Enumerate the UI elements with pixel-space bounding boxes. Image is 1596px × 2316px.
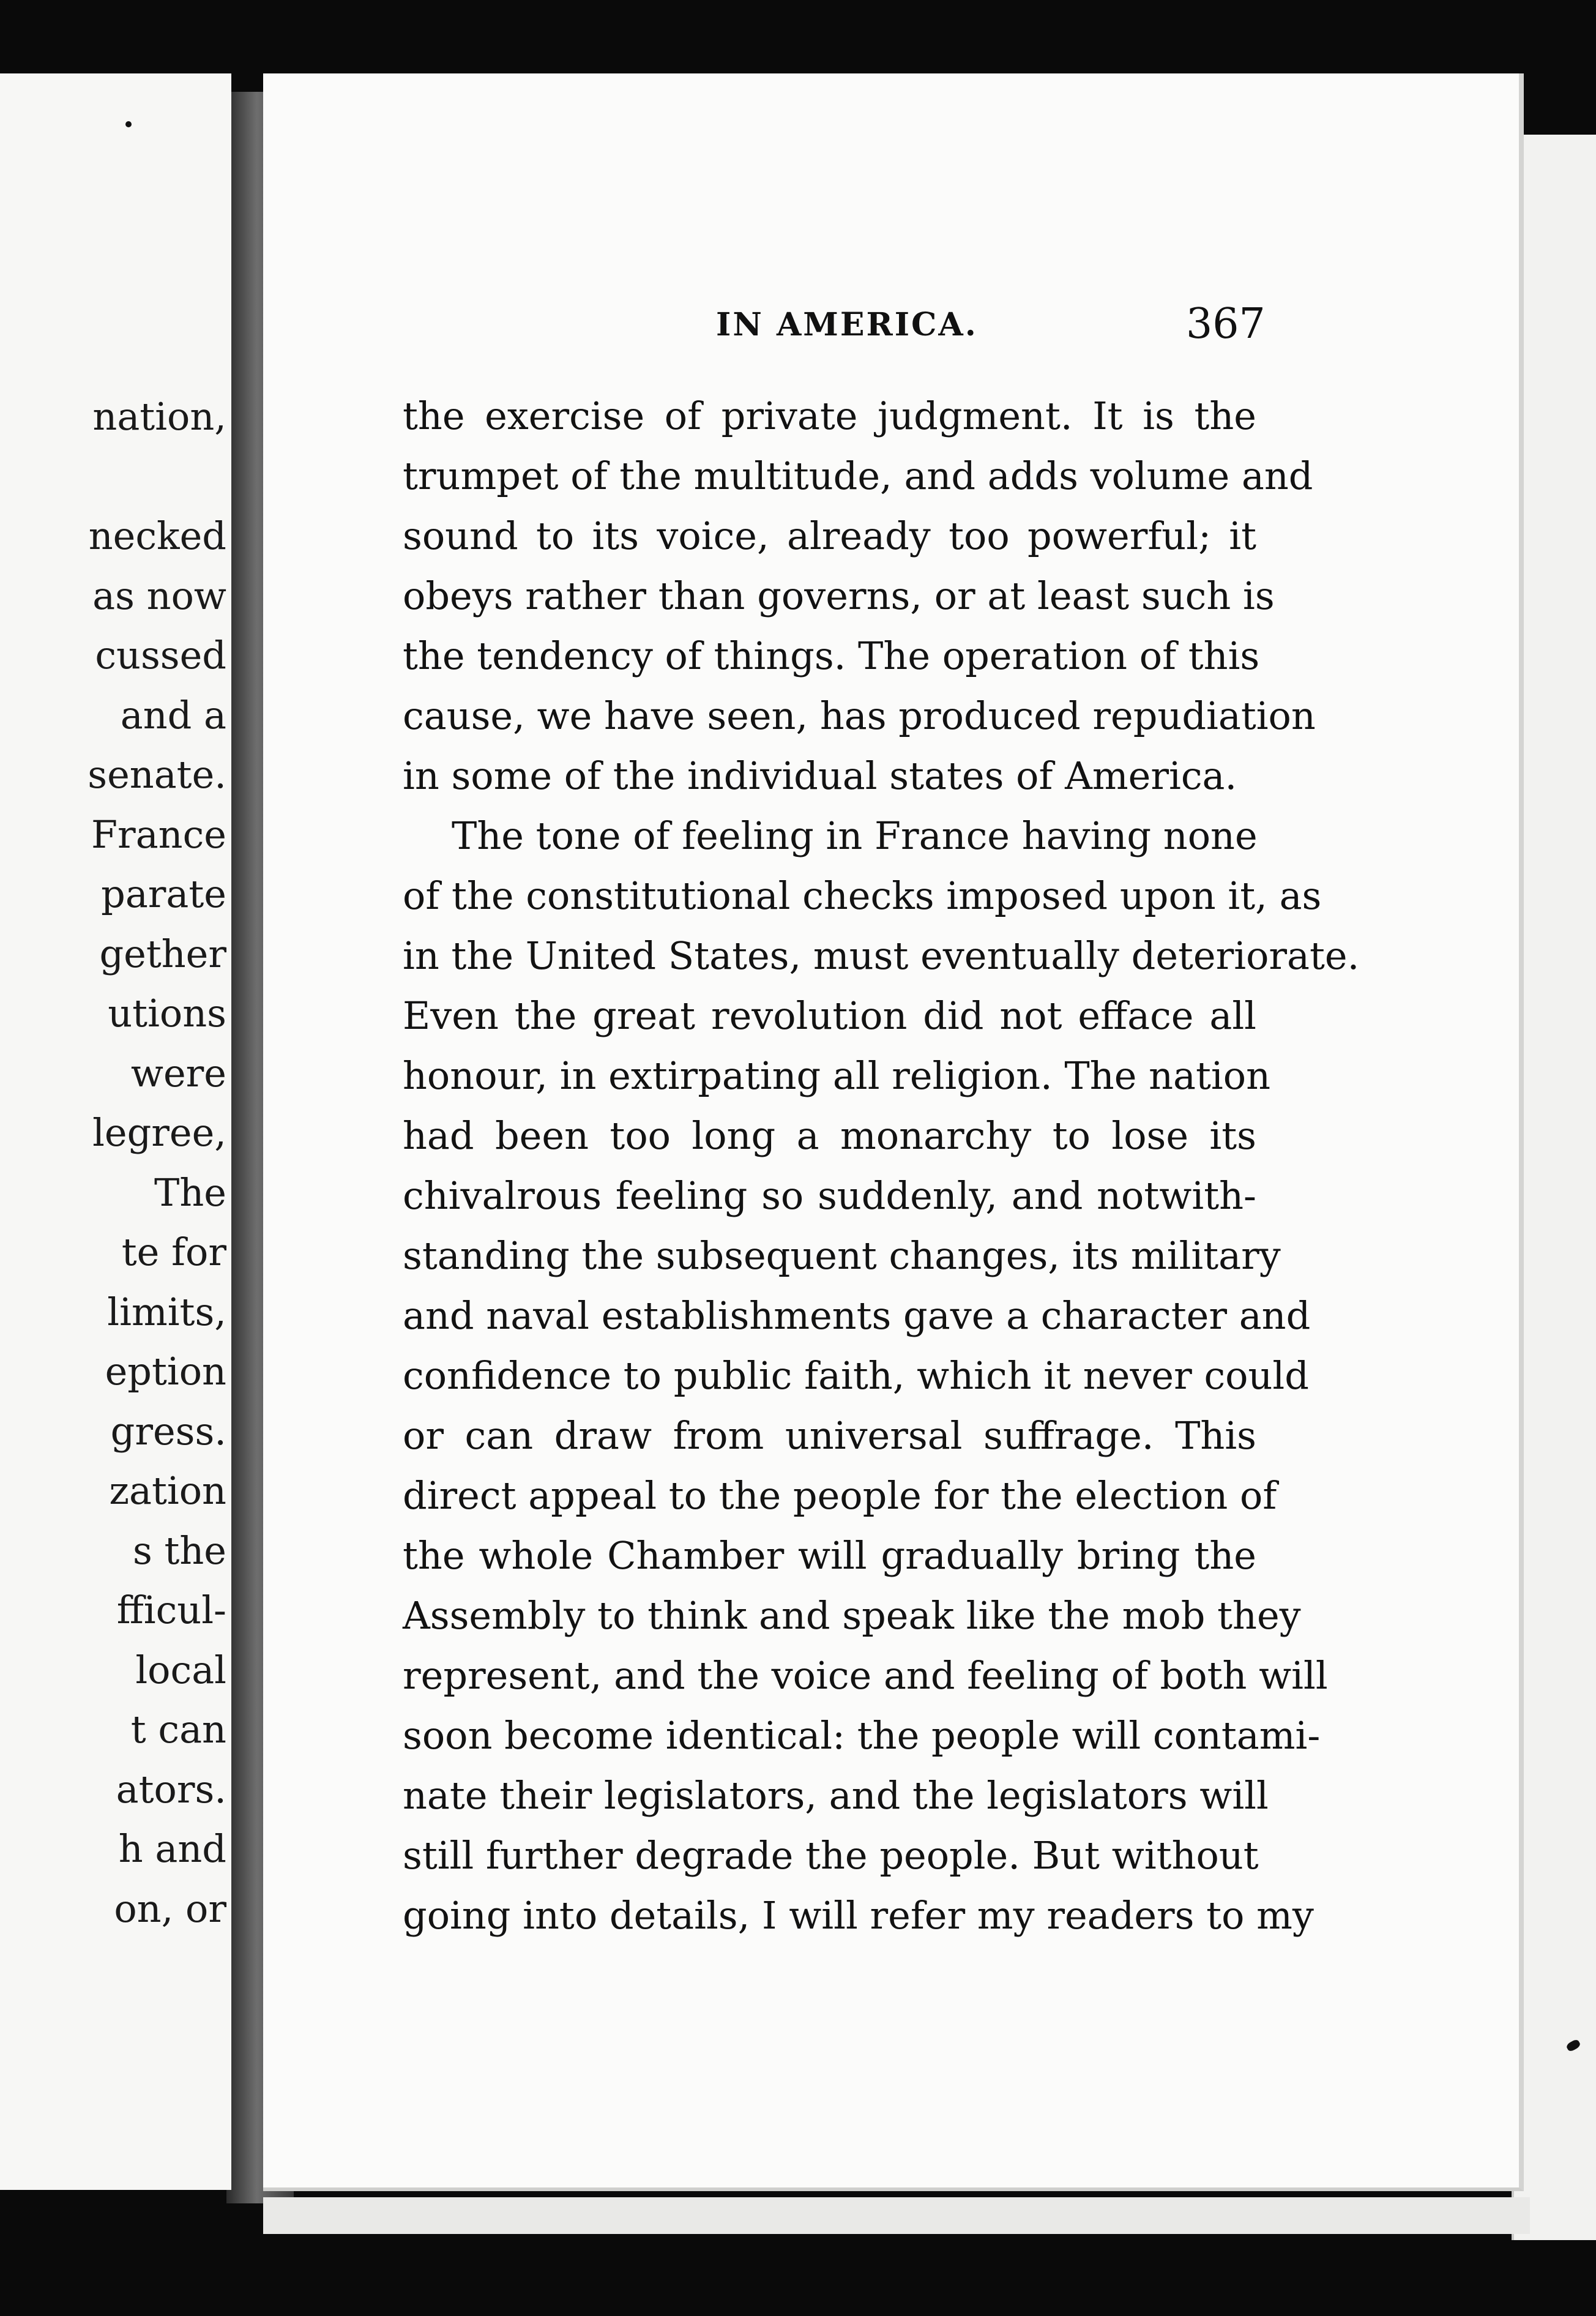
body-line: had been too long a monarchy to lose its	[403, 1113, 1256, 1158]
facing-page-line: senate.	[88, 752, 226, 797]
facing-page-line: ators.	[116, 1767, 226, 1812]
facing-page-line: and a	[120, 693, 226, 738]
body-line: of the constitutional checks imposed upon it, as	[403, 873, 1322, 918]
body-line: trumpet of the multitude, and adds volume and	[403, 454, 1313, 498]
running-head: IN AMERICA.	[716, 306, 978, 343]
facing-page-line: local	[135, 1648, 226, 1692]
body-line: represent, and the voice and feeling of both will	[403, 1653, 1328, 1698]
facing-page-line: t can	[130, 1707, 226, 1752]
body-line: confidence to public faith, which it never could	[403, 1353, 1309, 1398]
facing-page-line: nation,	[92, 394, 226, 439]
body-line: chivalrous feeling so suddenly, and notwith-	[403, 1173, 1256, 1218]
page-bottom-edge	[263, 2197, 1530, 2234]
body-line: soon become identical: the people will contami-	[403, 1713, 1321, 1758]
next-page-edge	[1512, 135, 1596, 2240]
body-line: nate their legislators, and the legislators will	[403, 1773, 1269, 1818]
facing-page-line: limits,	[107, 1290, 226, 1334]
facing-page-line: s the	[132, 1528, 226, 1573]
body-line: in some of the individual states of America.	[403, 753, 1237, 798]
facing-page-line: were	[130, 1051, 226, 1096]
facing-page-line: gress.	[110, 1409, 226, 1454]
body-line: going into details, I will refer my readers to my	[403, 1893, 1314, 1938]
body-line: Even the great revolution did not efface all	[403, 993, 1256, 1038]
body-line: honour, in extirpating all religion. The nation	[403, 1053, 1271, 1098]
facing-page-line: h and	[118, 1826, 226, 1871]
body-line: sound to its voice, already too powerful; it	[403, 514, 1256, 558]
facing-page	[0, 73, 231, 2190]
body-line: obeys rather than governs, or at least such is	[403, 573, 1275, 618]
facing-page-line: legree,	[92, 1110, 226, 1155]
body-line: or can draw from universal suffrage. This	[403, 1413, 1256, 1458]
body-line: in the United States, must eventually deteriorate.	[403, 933, 1360, 978]
body-line: cause, we have seen, has produced repudiation	[403, 693, 1316, 738]
print-speck	[125, 121, 132, 127]
facing-page-line: on, or	[114, 1886, 226, 1931]
body-line: Assembly to think and speak like the mob they	[403, 1593, 1301, 1638]
body-line: and naval establishments gave a character and	[403, 1293, 1311, 1338]
facing-page-line: France	[91, 812, 226, 857]
facing-page-line: cussed	[95, 633, 226, 678]
facing-page-line: parate	[101, 872, 226, 916]
body-line: the tendency of things. The operation of this	[403, 633, 1260, 678]
facing-page-line: utions	[108, 991, 226, 1036]
facing-page-line: fficul-	[116, 1588, 226, 1632]
body-line: The tone of feeling in France having none	[452, 813, 1258, 858]
page-number: 367	[1186, 300, 1266, 348]
facing-page-line: as now	[92, 573, 226, 618]
body-line: still further degrade the people. But without	[403, 1833, 1259, 1878]
facing-page-line: zation	[109, 1468, 226, 1513]
facing-page-line: The	[154, 1170, 226, 1215]
facing-page-line: necked	[88, 514, 226, 558]
facing-page-line: eption	[105, 1349, 226, 1394]
facing-page-line: te for	[121, 1230, 226, 1274]
body-line: direct appeal to the people for the election of	[403, 1473, 1277, 1518]
body-line: the exercise of private judgment. It is the	[403, 394, 1256, 438]
body-line: the whole Chamber will gradually bring the	[403, 1533, 1256, 1578]
facing-page-line: gether	[99, 932, 226, 976]
body-line: standing the subsequent changes, its military	[403, 1233, 1281, 1278]
